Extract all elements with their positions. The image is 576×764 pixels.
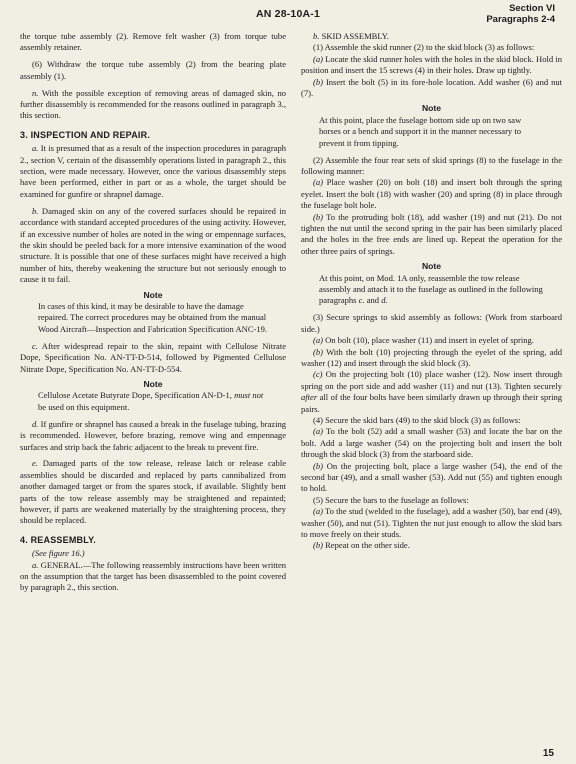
step-1a: (a) Locate the skid runner holes with the holes in the skid block. Hold in position and insert the 15 screws (4) in their holes. Draw up tightly. [301,53,563,76]
paragraph-label: d. [32,418,39,429]
paragraph-label: n. [32,87,39,98]
step-5a: (a) To the stud (welded to the fuselage), add a washer (50), bar end (49), washer (50), and nut (51). Tighten the nut just enough to allow the skid bars to move freely on their studs. [301,506,562,540]
paragraph-label: b. [313,31,320,41]
paragraph-3d: d. If gunfire or shrapnel has caused a break in the fuselage tubing, brazing is recommended. However, before brazing, remove wing and empennage surfaces and strip back the fabric adjacent to the break to prevent fire. [20,418,286,452]
paragraph-3a: a. It is presumed that as a result of the inspection procedures in paragraph 2., section V, certain of the disassembly operations listed in paragraph 2., this section, were made necessary. However, once the various disassembly steps have been performed, either in part or as a whole, the target should be examined for gunfire or shrapnel damage. [20,143,286,199]
step-3b: (b) With the bolt (10) projecting through the eyelet of the spring, add washer (12) and insert through the skid block (3). [301,346,562,368]
note-heading: Note [143,378,163,389]
paragraph-label: b. [32,205,39,216]
figure-reference: (See figure 16.) [32,548,85,559]
step-2: (2) Assemble the four rear sets of skid springs (8) to the fuselage in the following manner: [301,154,562,176]
paragraph-label: c. [32,340,38,351]
note-heading: Note [421,103,442,114]
document-number: AN 28-10A-1 [255,8,321,20]
paragraph-label: a. [32,143,39,154]
section-heading-inspection: 3. INSPECTION AND REPAIR. [20,129,151,140]
note-heading: Note [421,261,442,272]
section-header [486,3,555,25]
section-heading-reassembly: 4. REASSEMBLY. [20,534,96,545]
paragraph-3c: c. After widespread repair to the skin, repaint with Cellulose Nitrate Dope, Specification No. AN-TT-D-514, followed by Pigmented Cellulose Nitrate Dope, Specification No. AN-TT-D-554. [20,340,286,374]
section-label: Section VI [509,3,555,14]
step-3a: (a) On bolt (10), place washer (11) and insert in eyelet of spring. [313,335,534,346]
paragraph-n: n. With the possible exception of removing areas of damaged skin, no further disassembly is recommended for the reasons outlined in paragraph 3., this section. [20,87,286,121]
note-heading: Note [143,289,163,300]
step-3c: (c) On the projecting bolt (10) place washer (12). Now insert through spring on the port side and add washer (11) and nut (13). Tighten securely after all of the four bolts have been similarly drawn up through their spring pairs. [301,369,563,414]
note-text: At this point, on Mod. 1A only, reassemble the tow release assembly and attach it to the fuselage as outlined in the following paragraphs c. and d. [319,272,543,306]
paragraph-3e: e. Damaged parts of the tow release, release latch or release cable assemblies should be discarded and replaced by parts cannibalized from another damaged target or from the spares stock, if available. Slightly bent parts of the tow release assembly may be straightened and repainted; however, if parts are weakened materially by the straightening process, they should be replaced. [20,458,286,526]
step-5: (5) Secure the bars to the fuselage as follows: [313,494,469,505]
step-3: (3) Secure springs to skid assembly as follows: (Work from starboard side.) [301,312,562,334]
paragraphs-label: Paragraphs 2-4 [486,14,555,25]
paragraph-3b: b. Damaged skin on any of the covered surfaces should be repaired in accordance with standard accepted procedures of the using activity. However, if an excessive number of holes are noted in the wing or empennage surfaces, the skin should be peeled back for a more intensive examination of the wood structure. It is possible that one of these surfaces might have received a high number of hits, thereby weakening the structure but not seriously enough to cause it to fail. [20,205,286,285]
step-1b: (b) Insert the bolt (5) in its fore-hole location. Add washer (6) and nut (7). [301,76,562,99]
left-column [20,31,286,594]
step-2a: (a) Place washer (20) on bolt (18) and insert bolt through the spring eyelet. Insert the bolt (18) with washer (20) and spring (8) in place through the fuselage bolt hole. [301,177,563,211]
page-number: 15 [542,748,554,759]
paragraph-label: e. [32,458,38,469]
step-4: (4) Secure the skid bars (49) to the skid block (3) as follows: [313,415,521,425]
note-text: At this point, place the fuselage bottom side up on two saw horses or a bench and support it in the manner necessary to prevent it from tipping. [319,114,522,148]
paragraph-torque-continued: the torque tube assembly (2). Remove felt washer (3) from torque tube assembly retainer. [20,31,286,53]
step-1: (1) Assemble the skid runner (2) to the skid block (3) as follows: [313,42,535,53]
paragraph-b-heading: b. SKID ASSEMBLY. [313,31,389,41]
step-5b: (b) Repeat on the other side. [313,540,410,551]
paragraph-label: a. [32,559,39,570]
paragraph-step-6: (6) Withdraw the torque tube assembly (2) from the bearing plate assembly (1). [20,59,286,81]
step-4a: (a) To the bolt (52) add a small washer (53) and locate the bar on the bolt. Add a large washer (54) on the projecting bolt and insert the bolt through the skid block (3) from the starboard side. [301,426,562,460]
step-2b: (b) To the protruding bolt (18), add washer (19) and nut (21). Do not tighten the nut until the second spring in the pair has been similarly placed and the holes in the free ends are lined up. Repeat the operation for the other three pairs of springs. [301,211,563,256]
step-4b: (b) On the projecting bolt, place a large washer (54), the end of the second bar (49), and a small washer (53). Add nut (55) and tighten enough to hold. [301,460,562,494]
note-text: In cases of this kind, it may be desirable to have the damage repaired. The correct procedures may be obtained from the manual Wood Aircraft—Inspection and Fabrication Specification ANC-19. [38,301,268,334]
right-column [301,31,562,552]
note-text: Cellulose Acetate Butyrate Dope, Specification AN-D-1, must not be used on this equipment. [38,390,264,412]
paragraph-4a: a. GENERAL.—The following reassembly instructions have been written on the assumption that the target has been disassembled to the point covered by paragraph 2., this section. [20,559,287,593]
